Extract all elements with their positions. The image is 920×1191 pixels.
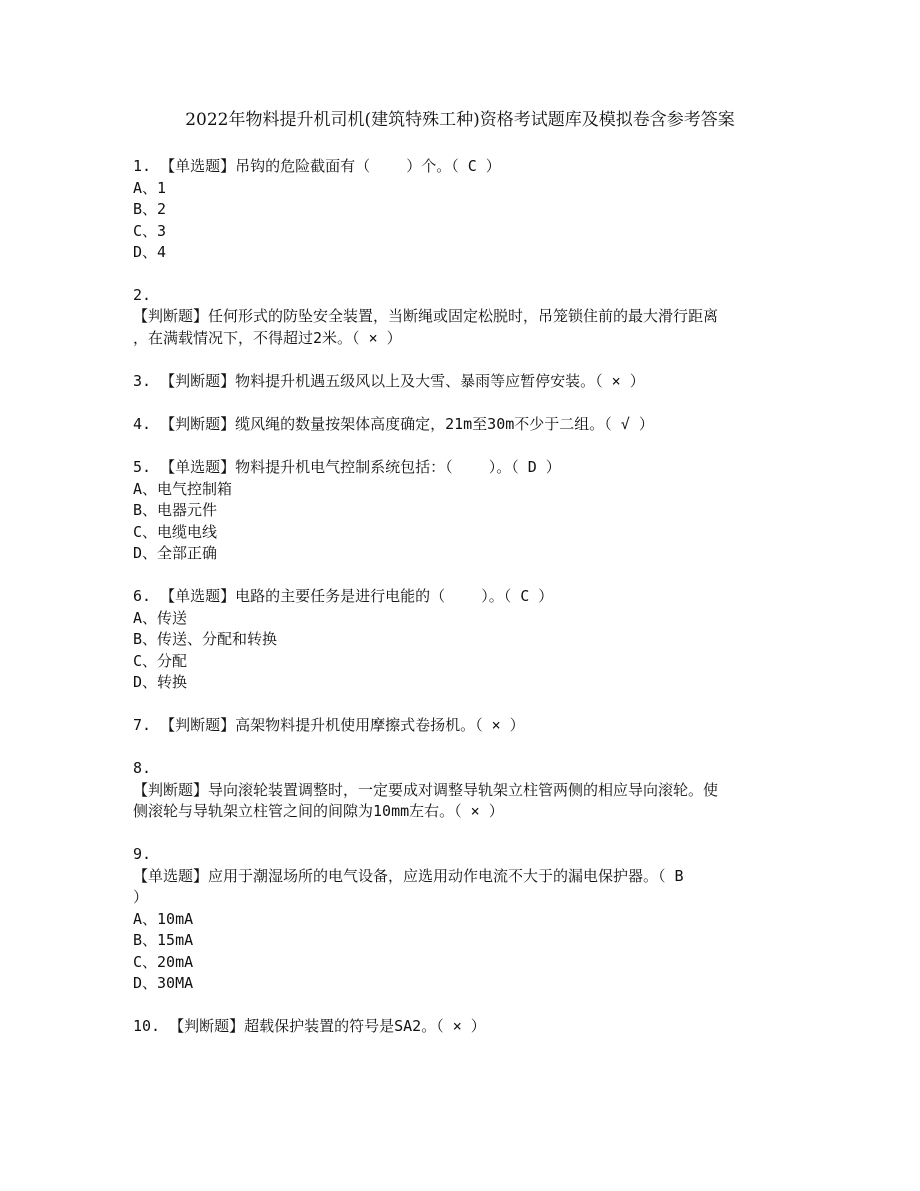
question-1-option-d: D、4	[133, 243, 167, 261]
question-4-text: 4. 【判断题】缆风绳的数量按架体高度确定，21m至30m不少于二组。（ √ ）	[133, 415, 654, 433]
question-6-text: 6. 【单选题】电路的主要任务是进行电能的（ ）。（ C ）	[133, 587, 554, 605]
question-8-number: 8.	[133, 759, 152, 777]
question-1-text: 1. 【单选题】吊钩的危险截面有（ ）个。（ C ）	[133, 157, 501, 175]
question-9-option-b: B、15mA	[133, 931, 194, 949]
document-title: 2022年物料提升机司机(建筑特殊工种)资格考试题库及模拟卷含参考答案	[185, 110, 735, 130]
question-9-option-a: A、10mA	[133, 910, 194, 928]
question-6-option-d: D、转换	[133, 673, 188, 691]
question-6-option-c: C、分配	[133, 652, 188, 670]
question-1-option-c: C、3	[133, 222, 167, 240]
question-8-text-line2: 侧滚轮与导轨架立柱管之间的间隙为10mm左右。（ × ）	[133, 802, 504, 820]
question-5-option-d: D、全部正确	[133, 544, 218, 562]
question-9-text-line2: ）	[133, 888, 149, 906]
question-2-text-line2: ，在满载情况下，不得超过2米。（ × ）	[133, 329, 402, 347]
question-5-option-b: B、电器元件	[133, 501, 218, 519]
question-5-option-c: C、电缆电线	[133, 523, 218, 541]
question-3-text: 3. 【判断题】物料提升机遇五级风以上及大雪、暴雨等应暂停安装。（ × ）	[133, 372, 645, 390]
question-9-text-line1: 【单选题】应用于潮湿场所的电气设备，应选用动作电流不大于的漏电保护器。（ B	[133, 867, 684, 885]
question-1-option-a: A、1	[133, 179, 167, 197]
question-2-number: 2.	[133, 286, 152, 304]
question-6-option-b: B、传送、分配和转换	[133, 630, 278, 648]
question-1-option-b: B、2	[133, 200, 167, 218]
question-5-option-a: A、电气控制箱	[133, 480, 233, 498]
question-9-option-d: D、30MA	[133, 974, 194, 992]
question-2-text-line1: 【判断题】任何形式的防坠安全装置，当断绳或固定松脱时，吊笼锁住前的最大滑行距离	[133, 307, 719, 325]
question-7-text: 7. 【判断题】高架物料提升机使用摩擦式卷扬机。（ × ）	[133, 716, 525, 734]
question-9-number: 9.	[133, 845, 152, 863]
question-5-text: 5. 【单选题】物料提升机电气控制系统包括：（ ）。（ D ）	[133, 458, 561, 476]
question-8-text-line1: 【判断题】导向滚轮装置调整时，一定要成对调整导轨架立柱管两侧的相应导向滚轮。使	[133, 781, 719, 799]
question-6-option-a: A、传送	[133, 609, 188, 627]
question-9-option-c: C、20mA	[133, 953, 194, 971]
question-10-text: 10. 【判断题】超载保护装置的符号是SA2。（ × ）	[133, 1017, 486, 1035]
